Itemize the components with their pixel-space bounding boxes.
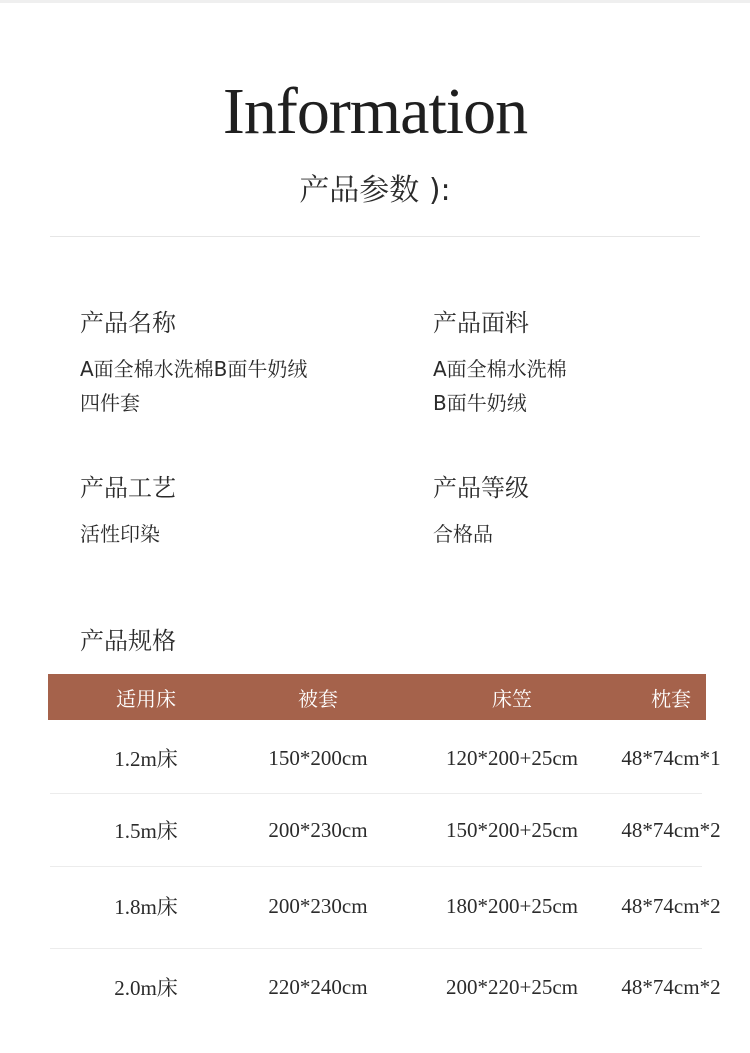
table-cell: 2.0m床 — [114, 976, 178, 1000]
field-product-name — [80, 303, 400, 420]
top-rule — [0, 0, 750, 3]
field-label: 产品名称 — [80, 309, 176, 337]
page-subtitle: 产品参数 ): — [299, 173, 451, 208]
table-cell: 150*200+25cm — [446, 817, 578, 842]
column-header: 枕套 — [651, 686, 691, 711]
field-value-line: A面全棉水洗棉B面牛奶绒 — [80, 357, 308, 381]
table-cell: 48*74cm*2 — [621, 974, 721, 999]
table-cell: 150*200cm — [268, 745, 368, 770]
field-value-line: 合格品 — [433, 522, 493, 546]
table-cell: 1.8m床 — [114, 895, 178, 919]
page-title: Information — [222, 75, 528, 148]
field-fabric — [433, 303, 750, 420]
field-value-line: B面牛奶绒 — [433, 391, 527, 415]
field-value-line: 四件套 — [80, 391, 140, 415]
field-process — [80, 468, 400, 551]
table-cell: 120*200+25cm — [446, 745, 578, 770]
table-cell: 48*74cm*2 — [621, 817, 721, 842]
column-header: 被套 — [298, 686, 338, 711]
table-cell: 200*230cm — [268, 893, 368, 918]
table-row — [48, 722, 721, 794]
field-value-line: 活性印染 — [80, 522, 160, 546]
table-row — [48, 794, 721, 866]
table-cell: 1.2m床 — [114, 747, 178, 771]
table-row — [48, 949, 721, 1025]
column-header: 适用床 — [116, 686, 176, 711]
field-grade — [433, 468, 750, 551]
spec-section-title: 产品规格 — [80, 627, 176, 655]
table-cell: 200*220+25cm — [446, 974, 578, 999]
table-cell: 48*74cm*1 — [621, 745, 721, 770]
field-value-line: A面全棉水洗棉 — [433, 357, 567, 381]
table-cell: 1.5m床 — [114, 819, 178, 843]
table-cell: 220*240cm — [268, 974, 368, 999]
table-row — [48, 867, 721, 945]
field-label: 产品等级 — [433, 474, 529, 502]
field-label: 产品面料 — [433, 309, 529, 337]
header-divider — [50, 236, 700, 237]
table-cell: 48*74cm*2 — [621, 893, 721, 918]
field-label: 产品工艺 — [80, 474, 176, 502]
table-cell: 180*200+25cm — [446, 893, 578, 918]
spec-table-header — [48, 674, 706, 720]
column-header: 床笠 — [492, 686, 532, 711]
table-cell: 200*230cm — [268, 817, 368, 842]
